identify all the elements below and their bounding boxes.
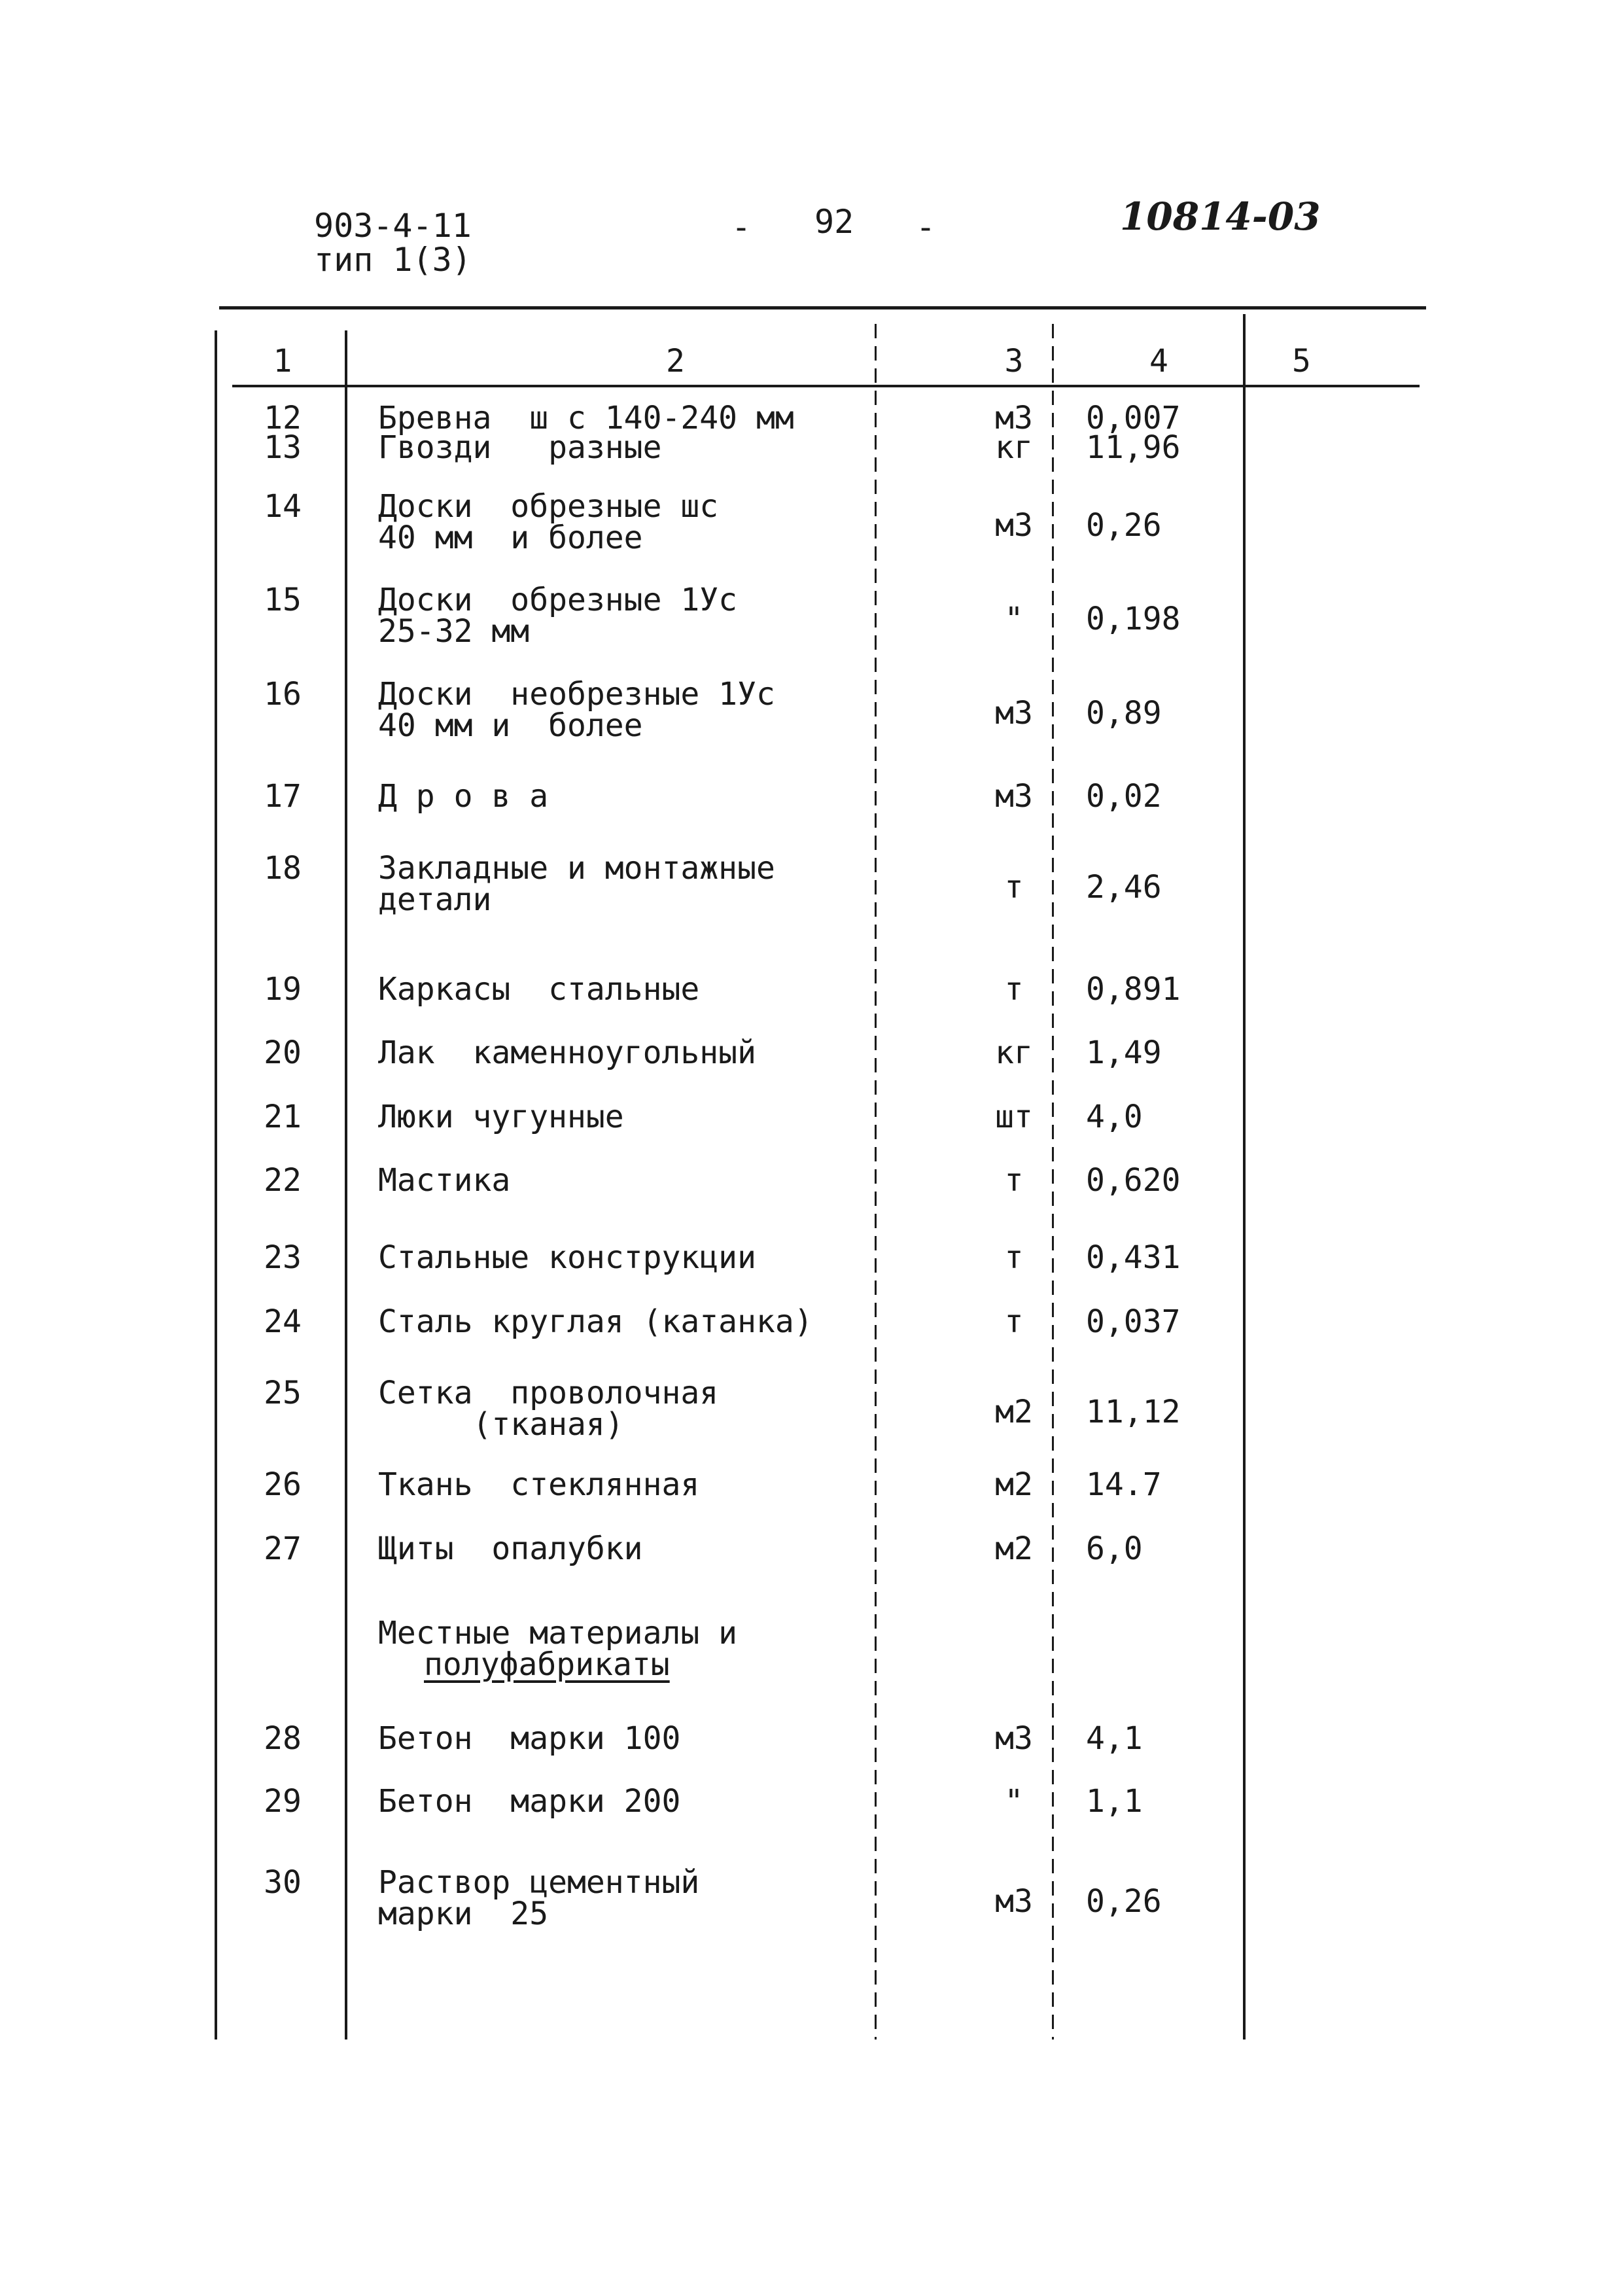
row-material-name: Щиты опалубки [378, 1530, 643, 1567]
row-material-name: Люки чугунные [378, 1099, 624, 1135]
row-unit: т [1004, 971, 1024, 1008]
row-material-name: Д р о в а [378, 778, 549, 815]
row-quantity: 0,891 [1086, 971, 1181, 1008]
row-number: 29 [264, 1783, 302, 1820]
row-number: 27 [264, 1530, 302, 1567]
row-unit: кг [995, 429, 1033, 466]
table-top-rule [219, 306, 1426, 309]
row-unit: м2 [995, 1393, 1033, 1430]
row-number: 12 [264, 400, 302, 436]
row-material-name: Лак каменноугольный [378, 1034, 756, 1071]
row-number: 25 [264, 1375, 302, 1411]
row-quantity: 6,0 [1086, 1530, 1143, 1567]
row-number: 16 [264, 676, 302, 713]
table-left-border [215, 330, 217, 2040]
row-unit: м3 [995, 400, 1033, 436]
row-material-name: марки 25 [378, 1896, 549, 1932]
row-number: 20 [264, 1034, 302, 1071]
row-unit: т [1004, 1162, 1024, 1199]
row-number: 28 [264, 1720, 302, 1757]
inventory-number: 10814-03 [1120, 194, 1321, 239]
row-material-name: Доски обрезные 1Ус [378, 582, 738, 618]
row-quantity: 14.7 [1086, 1466, 1162, 1503]
row-unit: м3 [995, 506, 1033, 544]
row-number: 23 [264, 1239, 302, 1276]
row-unit: т [1004, 1303, 1024, 1340]
row-unit: м3 [995, 694, 1033, 732]
row-unit: м2 [995, 1466, 1033, 1503]
page-number: 92 [814, 203, 854, 241]
row-unit: " [1004, 600, 1024, 637]
row-number: 18 [264, 850, 302, 887]
row-quantity: 1,1 [1086, 1783, 1143, 1820]
row-material-name: Бетон марки 200 [378, 1783, 681, 1820]
row-number: 14 [264, 488, 302, 525]
row-unit: м3 [995, 1882, 1033, 1920]
row-unit: шт [995, 1099, 1033, 1135]
row-number: 15 [264, 582, 302, 618]
page-number-dash-right: - [916, 208, 936, 246]
row-material-name: 40 мм и более [378, 520, 643, 556]
row-material-name: (тканая) [378, 1406, 624, 1443]
column-header-2: 2 [666, 343, 685, 380]
row-number: 22 [264, 1162, 302, 1199]
row-material-name: Сетка проволочная [378, 1375, 719, 1411]
row-quantity: 4,1 [1086, 1720, 1143, 1757]
row-unit: т [1004, 1239, 1024, 1276]
row-quantity: 0,037 [1086, 1303, 1181, 1340]
table-col-divider-2 [875, 324, 877, 2040]
row-quantity: 11,12 [1086, 1393, 1181, 1430]
document-type: тип 1(3) [314, 241, 472, 279]
row-material-name: Гвозди разные [378, 429, 662, 466]
row-material-name: Бревна ш с 140-240 мм [378, 400, 794, 436]
page-number-dash-left: - [731, 208, 752, 246]
row-material-name: Доски обрезные шс [378, 488, 719, 525]
row-material-name: Раствор цементный [378, 1864, 700, 1901]
row-number: 30 [264, 1864, 302, 1901]
row-number: 17 [264, 778, 302, 815]
row-quantity: 1,49 [1086, 1034, 1162, 1071]
row-number: 24 [264, 1303, 302, 1340]
row-quantity: 0,89 [1086, 694, 1162, 732]
row-quantity: 0,007 [1086, 400, 1181, 436]
row-quantity: 0,431 [1086, 1239, 1181, 1276]
row-quantity: 0,620 [1086, 1162, 1181, 1199]
row-unit: м3 [995, 1720, 1033, 1757]
table-col-divider-1 [345, 330, 347, 2040]
table-header-rule [232, 385, 1420, 387]
column-header-5: 5 [1292, 343, 1311, 380]
row-number: 19 [264, 971, 302, 1008]
row-number: 21 [264, 1099, 302, 1135]
row-unit: кг [995, 1034, 1033, 1071]
row-material-name: Мастика [378, 1162, 511, 1199]
row-quantity: 4,0 [1086, 1099, 1143, 1135]
row-material-name: 25-32 мм [378, 613, 530, 650]
row-material-name: 40 мм и более [378, 707, 643, 744]
column-header-4: 4 [1149, 343, 1168, 380]
row-quantity: 0,198 [1086, 600, 1181, 637]
row-number: 13 [264, 429, 302, 466]
section-title-line-2: полуфабрикаты [424, 1646, 670, 1683]
row-material-name: Доски необрезные 1Ус [378, 676, 775, 713]
row-material-name: Стальные конструкции [378, 1239, 756, 1276]
row-unit: м3 [995, 778, 1033, 815]
column-header-3: 3 [1004, 343, 1024, 380]
row-material-name: Ткань стеклянная [378, 1466, 700, 1503]
row-material-name: Бетон марки 100 [378, 1720, 681, 1757]
row-quantity: 11,96 [1086, 429, 1181, 466]
row-quantity: 0,26 [1086, 1882, 1162, 1920]
section-title-line-1: Местные материалы и [378, 1615, 738, 1651]
row-material-name: Сталь круглая (катанка) [378, 1303, 813, 1340]
row-material-name: Закладные и монтажные [378, 850, 775, 887]
document-code: 903-4-11 [314, 207, 472, 245]
row-material-name: Каркасы стальные [378, 971, 700, 1008]
row-quantity: 0,02 [1086, 778, 1162, 815]
row-number: 26 [264, 1466, 302, 1503]
row-material-name: детали [378, 881, 492, 918]
table-col-divider-4 [1243, 314, 1246, 2040]
row-quantity: 2,46 [1086, 868, 1162, 906]
row-unit: " [1004, 1783, 1024, 1820]
row-unit: м2 [995, 1530, 1033, 1567]
row-quantity: 0,26 [1086, 506, 1162, 544]
row-unit: т [1004, 868, 1024, 906]
column-header-1: 1 [273, 343, 292, 380]
